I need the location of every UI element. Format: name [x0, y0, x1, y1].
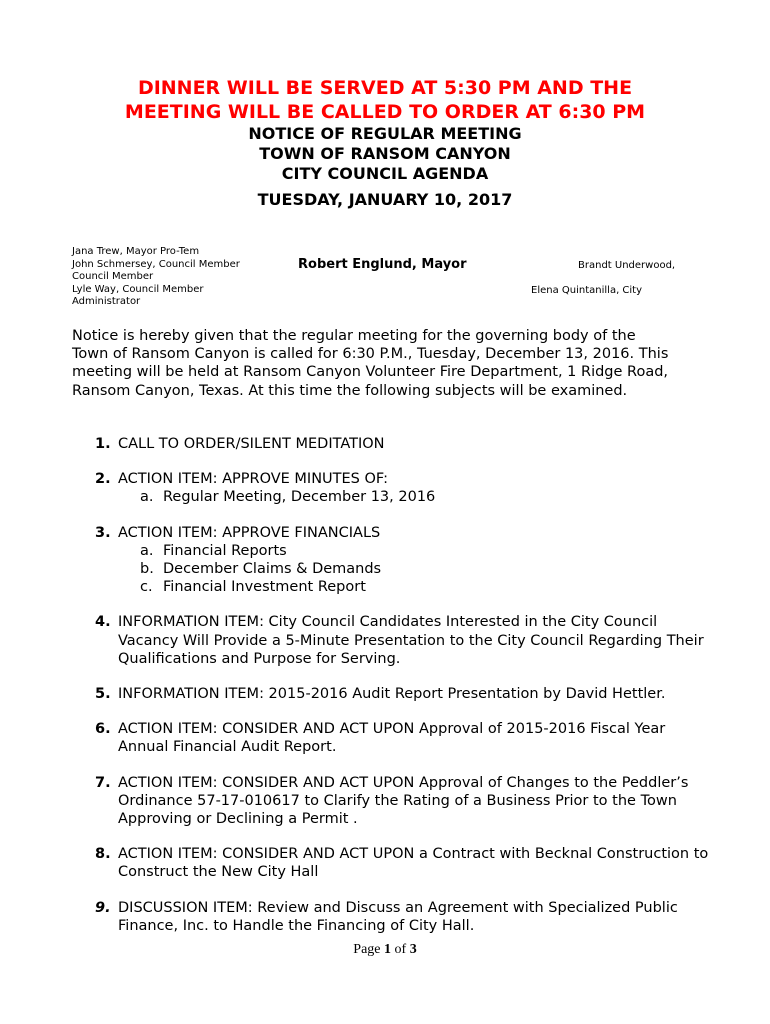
meeting-date: TUESDAY, JANUARY 10, 2017	[257, 190, 513, 209]
agenda-item-5	[72, 685, 712, 703]
current-page-number: 1	[384, 942, 392, 957]
agenda-subitem-letter: a.	[140, 489, 154, 506]
mayor-name: Robert Englund, Mayor	[298, 257, 467, 272]
agenda-item-9	[72, 899, 712, 935]
dinner-notice-heading	[0, 76, 770, 124]
agenda-item-text: ACTION ITEM: CONSIDER AND ACT UPON Approval of Changes to the Peddler’s Ordinance 57-17-010617 to Clarify the Rating of a Business Prior to the Town Approving or Declining a Permit .	[118, 774, 689, 828]
agenda-item-4	[72, 613, 712, 668]
agenda-item-text: ACTION ITEM: APPROVE FINANCIALS	[118, 524, 381, 541]
agenda-list	[72, 435, 712, 952]
agenda-item-8	[72, 845, 712, 881]
agenda-item-text: INFORMATION ITEM: City Council Candidates Interested in the City Council Vacancy Will Provide a 5-Minute Presentation to the City Council Regarding Their Qualifications and Purpose for Serving.	[118, 614, 704, 667]
agenda-subitem-text: Financial Investment Report	[163, 579, 366, 596]
agenda-subitem-letter: c.	[140, 579, 153, 596]
intro-paragraph: Notice is hereby given that the regular meeting for the governing body of the Town of Ransom Canyon is called for 6:30 P.M., Tuesday, December 13, 2016. This meeting will be held at Ransom Canyon Volunteer Fire Department, 1 Ridge Road, Ransom Canyon, Texas. At this time the following subjects will be examined.	[72, 328, 669, 399]
agenda-item-number: 7.	[95, 774, 111, 791]
dinner-notice-line-1: DINNER WILL BE SERVED AT 5:30 PM AND THE	[137, 77, 633, 99]
meeting-title-line-2: TOWN OF RANSOM CANYON	[259, 144, 511, 163]
agenda-item-text: DISCUSSION ITEM: Review and Discuss an Agreement with Specialized Public Finance, Inc. to Handle the Financing of City Hall.	[118, 899, 678, 934]
council-member-right-1: Brandt Underwood,	[578, 260, 676, 271]
agenda-item-2	[72, 470, 712, 506]
agenda-subitem-letter: a.	[140, 542, 154, 559]
page-number-footer	[0, 942, 770, 958]
page-word: Page	[353, 942, 381, 957]
agenda-item-number: 9.	[95, 899, 111, 916]
agenda-item-text: INFORMATION ITEM: 2015-2016 Audit Report Presentation by David Hettler.	[118, 686, 666, 703]
council-line: Council Member	[72, 271, 154, 282]
agenda-subitem	[118, 542, 712, 560]
of-word: of	[394, 942, 407, 957]
total-page-count: 3	[409, 942, 417, 957]
council-line: Administrator	[72, 296, 141, 307]
agenda-sublist	[118, 488, 712, 506]
agenda-item-text: ACTION ITEM: CONSIDER AND ACT UPON a Contract with Becknal Construction to Construct the New City Hall	[118, 846, 709, 881]
agenda-item-number: 5.	[95, 686, 111, 703]
dinner-notice-line-2: MEETING WILL BE CALLED TO ORDER AT 6:30 PM	[124, 101, 646, 123]
agenda-subitem	[118, 578, 712, 596]
agenda-item-number: 3.	[95, 524, 111, 541]
meeting-title	[0, 124, 770, 210]
agenda-sublist	[118, 542, 712, 597]
agenda-item-3	[72, 524, 712, 597]
agenda-subitem-text: December Claims & Demands	[163, 561, 382, 578]
meeting-title-line-1: NOTICE OF REGULAR MEETING	[248, 124, 522, 143]
council-line: Lyle Way, Council Member	[72, 283, 204, 295]
agenda-item-text: CALL TO ORDER/SILENT MEDITATION	[118, 436, 385, 452]
council-line: John Schmersey, Council Member	[72, 258, 240, 270]
council-line: Jana Trew, Mayor Pro-Tem	[72, 246, 200, 257]
agenda-subitem-text: Financial Reports	[163, 542, 287, 559]
agenda-item-1	[72, 435, 712, 453]
agenda-subitem-text: Regular Meeting, December 13, 2016	[163, 489, 436, 506]
agenda-item-text: ACTION ITEM: CONSIDER AND ACT UPON Approval of 2015-2016 Fiscal Year Annual Financial Audit Report.	[118, 721, 666, 756]
agenda-item-6	[72, 720, 712, 756]
council-members-left	[72, 246, 240, 309]
agenda-item-7	[72, 774, 712, 829]
agenda-subitem	[118, 488, 712, 506]
agenda-subitem-letter: b.	[140, 561, 154, 578]
council-member-right-2: Elena Quintanilla, City	[531, 285, 643, 296]
agenda-item-number: 6.	[95, 721, 111, 738]
agenda-subitem	[118, 560, 712, 578]
agenda-item-number: 1.	[95, 436, 111, 452]
agenda-item-number: 4.	[95, 614, 111, 631]
agenda-item-text: ACTION ITEM: APPROVE MINUTES OF:	[118, 471, 389, 488]
meeting-title-line-3: CITY COUNCIL AGENDA	[281, 164, 489, 183]
agenda-item-number: 8.	[95, 846, 111, 863]
agenda-item-number: 2.	[95, 471, 111, 488]
